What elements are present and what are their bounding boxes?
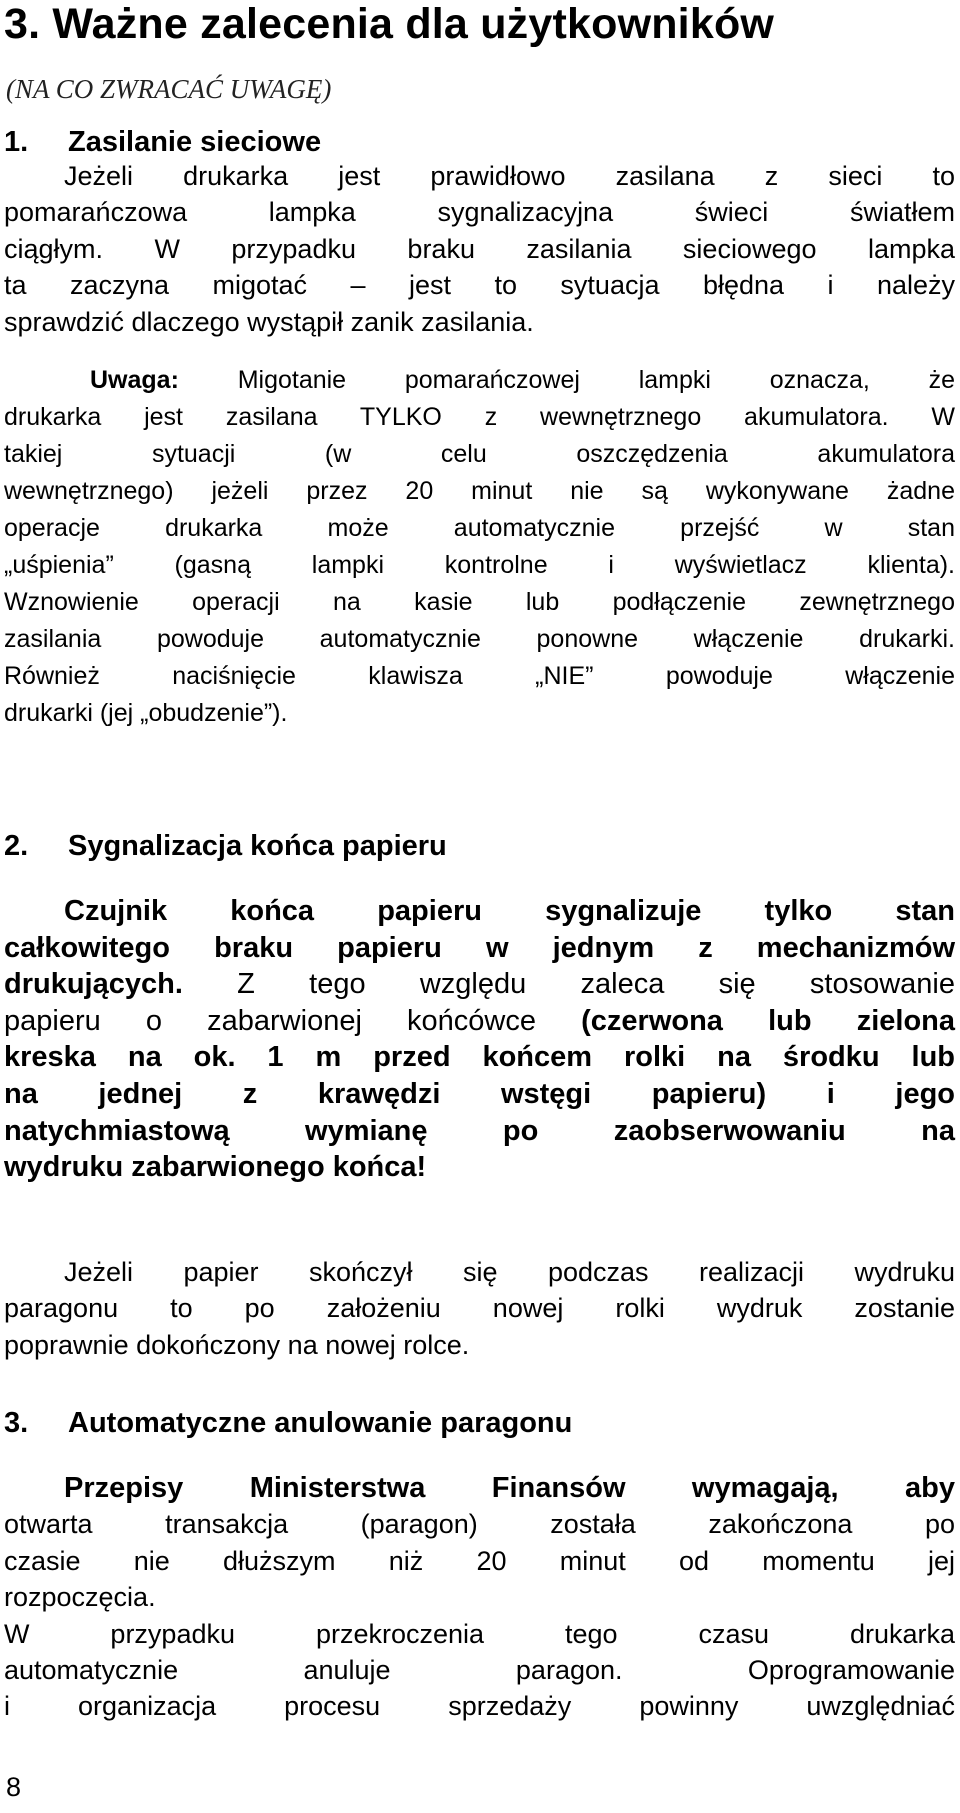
- section-2-heading: [4, 830, 447, 863]
- section-3-paragraph: [4, 1470, 955, 1725]
- text-line: Przepisy Ministerstwa Finansów wymagają, aby: [64, 1472, 955, 1504]
- section-1-number: 1.: [4, 126, 29, 158]
- section-1-paragraph: [4, 158, 955, 340]
- text-line: rozpoczęcia.: [4, 1582, 156, 1613]
- text-line: zasilania powoduje automatycznie ponowne włączenie drukarki.: [4, 625, 955, 653]
- text-line: otwarta transakcja (paragon) została zakończona po: [4, 1509, 955, 1540]
- page-title: 3. Ważne zalecenia dla użytkowników: [4, 0, 775, 48]
- text-line: pomarańczowa lampka sygnalizacyjna świeci światłem: [4, 197, 955, 228]
- text-line: „uśpienia” (gasną lampki kontrolne i wyświetlacz klienta).: [4, 551, 955, 579]
- text-line: paragonu to po założeniu nowej rolki wydruk zostanie: [4, 1293, 955, 1324]
- text-line: Czujnik końca papieru sygnalizuje tylko stan: [64, 895, 955, 927]
- text-line: operacje drukarka może automatycznie przejść w stan: [4, 514, 955, 542]
- text-line: ta zaczyna migotać – jest to sytuacja błędna i należy: [4, 270, 955, 301]
- note-text: Migotanie pomarańczowej lampki oznacza, że: [237, 366, 955, 394]
- text-line: natychmiastową wymianę po zaobserwowaniu na: [4, 1114, 955, 1147]
- section-2-paragraph: [4, 1254, 955, 1363]
- text-line: Również naciśnięcie klawisza „NIE” powoduje włączenie: [4, 662, 955, 690]
- note-label: Uwaga:: [90, 366, 179, 394]
- text-line: wydruku zabarwionego końca!: [4, 1151, 427, 1184]
- text-line: Jeżeli drukarka jest prawidłowo zasilana z sieci to: [64, 161, 955, 191]
- section-2-warning-paragraph: [4, 893, 955, 1186]
- section-3-title: Automatyczne anulowanie paragonu: [68, 1407, 573, 1439]
- text-line: W przypadku przekroczenia tego czasu drukarka: [4, 1618, 955, 1649]
- note-first-line: [4, 362, 955, 399]
- text-line: ciągłym. W przypadku braku zasilania sieciowego lampka: [4, 233, 955, 264]
- text-line: poprawnie dokończony na nowej rolce.: [4, 1329, 470, 1360]
- text-line: kreska na ok. 1 m przed końcem rolki na środku lub: [4, 1041, 955, 1074]
- page-subtitle: (NA CO ZWRACAĆ UWAGĘ): [6, 74, 332, 104]
- text-line: drukarka jest zasilana TYLKO z wewnętrznego akumulatora. W: [4, 403, 955, 431]
- section-2-number: 2.: [4, 830, 29, 862]
- normal-text: Z tego względu zaleca się stosowanie: [182, 968, 955, 1001]
- text-line: Wznowienie operacji na kasie lub podłączenie zewnętrznego: [4, 588, 955, 616]
- text-line: sprawdzić dlaczego wystąpił zanik zasilania.: [4, 306, 534, 337]
- section-3-number: 3.: [4, 1407, 29, 1439]
- text-line: drukarki (jej „obudzenie”).: [4, 699, 288, 727]
- section-1-heading: [4, 126, 321, 159]
- section-3-heading: [4, 1407, 572, 1440]
- section-1-note: [4, 362, 955, 732]
- section-1-title: Zasilanie sieciowe: [68, 126, 322, 158]
- text-line: czasie nie dłuższym niż 20 minut od momentu jej: [4, 1545, 955, 1576]
- section-2-title: Sygnalizacja końca papieru: [68, 830, 447, 862]
- bold-text: drukujących.: [4, 968, 183, 1001]
- text-line: takiej sytuacji (w celu oszczędzenia akumulatora: [4, 440, 955, 468]
- text-line: [4, 966, 955, 1003]
- text-line: na jednej z krawędzi wstęgi papieru) i jego: [4, 1077, 955, 1110]
- bold-text: (czerwona lub zielona: [581, 1004, 955, 1037]
- text-line: całkowitego braku papieru w jednym z mechanizmów: [4, 931, 955, 964]
- text-line: wewnętrznego) jeżeli przez 20 minut nie są wykonywane żadne: [4, 477, 955, 505]
- normal-text: papieru o zabarwionej końcówce: [4, 1004, 582, 1037]
- text-line: [4, 1003, 955, 1040]
- text-line: i organizacja procesu sprzedaży powinny uwzględniać: [4, 1691, 955, 1722]
- page-number: 8: [6, 1772, 22, 1802]
- text-line: automatycznie anuluje paragon. Oprogramowanie: [4, 1654, 955, 1685]
- text-line: Jeżeli papier skończył się podczas realizacji wydruku: [64, 1257, 955, 1287]
